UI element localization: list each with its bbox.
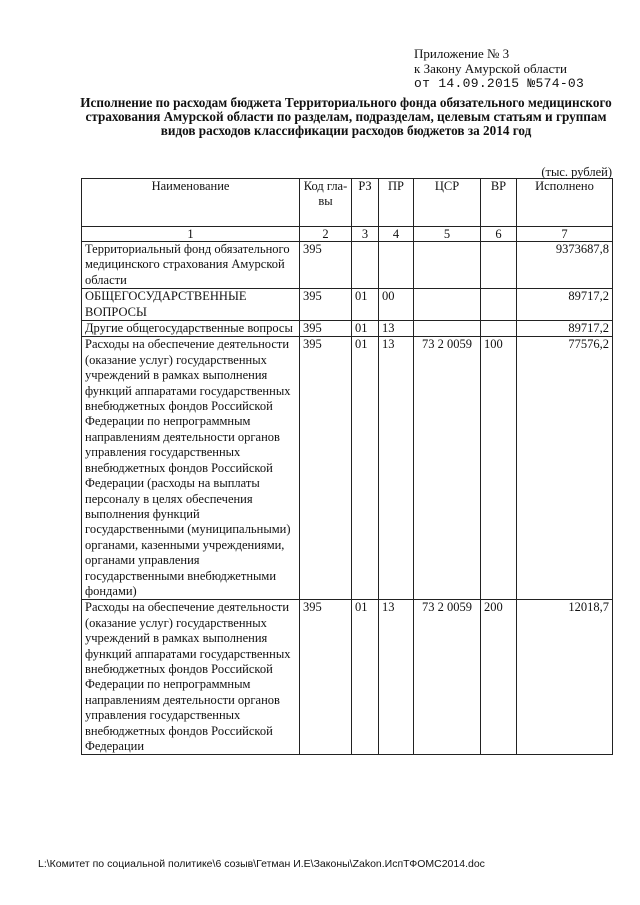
row-name: Территориальный фонд обязательного медицинского страхования Амурской области — [82, 242, 300, 289]
row-csr — [414, 289, 481, 321]
row-amount: 9373687,8 — [517, 242, 613, 289]
row-rz: 01 — [352, 337, 379, 600]
row-amount: 89717,2 — [517, 289, 613, 321]
row-code: 395 — [300, 337, 352, 600]
appendix-block — [414, 46, 584, 91]
header-pr: ПР — [379, 179, 414, 227]
row-code: 395 — [300, 600, 352, 755]
row-name: Расходы на обеспечение деятельности (оказание услуг) государственных учреждений в рамках выполнения функций аппаратами государственных внебюджетных фондов Российской Федерации по непрограммным направлениям деятельности органов управления государственных внебюджетных фондов Российской Федерации — [82, 600, 300, 755]
column-number-row — [82, 227, 613, 242]
header-code: Код гла-вы — [300, 179, 352, 227]
budget-table — [81, 178, 613, 755]
row-amount: 77576,2 — [517, 337, 613, 600]
row-csr — [414, 321, 481, 337]
table-row — [82, 321, 613, 337]
row-code: 395 — [300, 321, 352, 337]
column-number: 1 — [82, 227, 300, 242]
row-code: 395 — [300, 242, 352, 289]
appendix-date-line — [414, 76, 584, 91]
row-vr — [481, 289, 517, 321]
units-label: (тыс. рублей) — [541, 165, 612, 179]
column-number: 6 — [481, 227, 517, 242]
row-rz — [352, 242, 379, 289]
file-path-footer: L:\Комитет по социальной политике\6 созыв\Гетман И.Е\Законы\Zakon.ИспТФОМС2014.doc — [38, 858, 485, 870]
table-row — [82, 289, 613, 321]
row-vr — [481, 242, 517, 289]
column-number: 3 — [352, 227, 379, 242]
header-csr: ЦСР — [414, 179, 481, 227]
header-rz: РЗ — [352, 179, 379, 227]
row-vr: 200 — [481, 600, 517, 755]
appendix-date: 14.09.2015 №574-03 — [438, 76, 585, 91]
row-rz: 01 — [352, 289, 379, 321]
header-row — [82, 179, 613, 227]
appendix-law: к Закону Амурской области — [414, 61, 567, 76]
appendix-number: Приложение № 3 — [414, 46, 510, 61]
row-pr: 13 — [379, 337, 414, 600]
row-name: Расходы на обеспечение деятельности (оказание услуг) государственных учреждений в рамках выполнения функций аппаратами государственных внебюджетных фондов Российской Федерации по непрограммным направлениям деятельности органов управления государственных внебюджетных фондов Российской Федерации (расходы на выплаты персоналу в целях обеспечения выполнения функций государственными (муниципальными) органами, казенными учреждениями, органами управления государственными внебюджетными фондами) — [82, 337, 300, 600]
row-rz: 01 — [352, 600, 379, 755]
table-row — [82, 337, 613, 600]
row-pr — [379, 242, 414, 289]
row-pr: 13 — [379, 321, 414, 337]
row-pr: 13 — [379, 600, 414, 755]
row-amount: 12018,7 — [517, 600, 613, 755]
header-amount: Исполнено — [517, 179, 613, 227]
row-vr — [481, 321, 517, 337]
row-name: ОБЩЕГОСУДАРСТВЕННЫЕ ВОПРОСЫ — [82, 289, 300, 321]
column-number: 4 — [379, 227, 414, 242]
row-csr: 73 2 0059 — [414, 600, 481, 755]
row-csr — [414, 242, 481, 289]
header-vr: ВР — [481, 179, 517, 227]
row-amount: 89717,2 — [517, 321, 613, 337]
column-number: 5 — [414, 227, 481, 242]
document-title: Исполнение по расходам бюджета Территориального фонда обязательного медицинского страхования Амурской области по разделам, подразделам, целевым статьям и группам видов расходов классификации расходов бюджетов за 2014 год — [80, 95, 612, 138]
row-name: Другие общегосударственные вопросы — [82, 321, 300, 337]
table-row — [82, 242, 613, 289]
row-pr: 00 — [379, 289, 414, 321]
header-name: Наименование — [82, 179, 300, 227]
column-number: 7 — [517, 227, 613, 242]
row-csr: 73 2 0059 — [414, 337, 481, 600]
table-row — [82, 600, 613, 755]
row-vr: 100 — [481, 337, 517, 600]
appendix-date-prefix: от — [414, 76, 431, 91]
column-number: 2 — [300, 227, 352, 242]
row-code: 395 — [300, 289, 352, 321]
row-rz: 01 — [352, 321, 379, 337]
